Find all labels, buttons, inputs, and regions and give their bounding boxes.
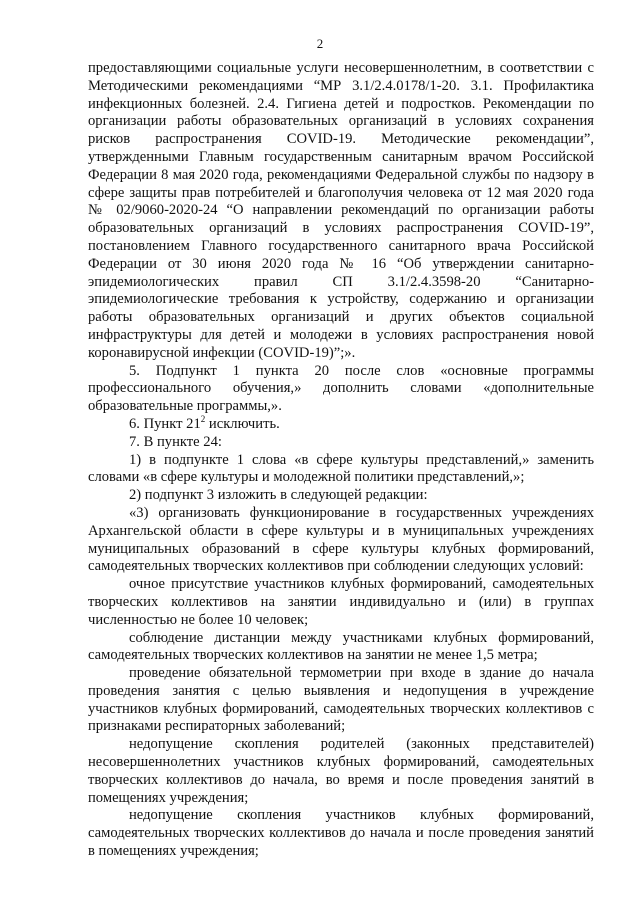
page-number: 2	[316, 36, 324, 51]
paragraph-condition-parents: недопущение скопления родителей (законных представителей) несовершеннолетних участников клубных формирований, самодеятельных творческих коллективов до начала, во время и после проведения занятий в помещениях учреждения;	[88, 736, 594, 806]
paragraph-subitem-1: 1) в подпункте 1 слова «в сфере культуры представлений,» заменить словами «в сфере культуры и молодежной политики представлений,»;	[88, 451, 594, 486]
item-6-text-end: исключить.	[205, 415, 280, 432]
paragraph-subitem-3-text: «3) организовать функционирование в государственных учреждениях Архангельской области в сфере культуры и в муниципальных учреждениях муниципальных образований в сфере культуры клубных формирований, самодеятельных творческих коллективов при соблюдении следующих условий:	[88, 504, 594, 575]
item-6-text: 6. Пункт 21	[129, 415, 201, 432]
paragraph-condition-participants: недопущение скопления участников клубных формирований, самодеятельных творческих коллективов до начала и после проведения занятий в помещениях учреждения;	[88, 807, 594, 860]
paragraph-condition-thermometry: проведение обязательной термометрии при входе в здание до начала проведения занятия с целью выявления и недопущения в учреждение участников клубных формирований, самодеятельных творческих коллективов с признаками респираторных заболеваний;	[88, 665, 594, 735]
paragraph-item-6	[88, 416, 594, 434]
document-body	[88, 60, 594, 861]
paragraph-subitem-2: 2) подпункт 3 изложить в следующей редакции:	[129, 487, 428, 504]
paragraph-condition-distance: соблюдение дистанции между участниками клубных формирований, самодеятельных творческих коллективов на занятии не менее 1,5 метра;	[88, 629, 594, 664]
paragraph-continuation: предоставляющими социальные услуги несовершеннолетним, в соответствии с Методическими рекомендациями “МР 3.1/2.4.0178/1-20. 3.1. Профилактика инфекционных болезней. 2.4. Гигиена детей и подростков. Рекомендации по организации работы образовательных организаций в условиях сохранения рисков распространения COVID-19. Методические рекомендации”, утвержденными Главным государственным санитарным врачом Российской Федерации 8 мая 2020 года, рекомендациями Федеральной службы по надзору в сфере защиты прав потребителей и благополучия человека от 12 мая 2020 года № 02/9060-2020-24 “О направлении рекомендаций по организации работы образовательных организаций в условиях распространения COVID-19”, постановлением Главного государственного санитарного врача Российской Федерации от 30 июня 2020 года № 16 “Об утверждении санитарно-эпидемиологических правил СП 3.1/2.4.3598-20 “Санитарно-эпидемиологические требования к устройству, содержанию и организации работы образовательных организаций и других объектов социальной инфраструктуры для детей и молодежи в условиях распространения новой коронавирусной инфекции (COVID-19)”;».	[88, 60, 594, 361]
paragraph-condition-attendance: очное присутствие участников клубных формирований, самодеятельных творческих коллективов на занятии индивидуально и (или) в группах численностью не более 10 человек;	[88, 576, 594, 628]
paragraph-item-7: 7. В пункте 24:	[129, 433, 222, 450]
item-6-superscript: 2	[200, 414, 206, 425]
paragraph-item-5: 5. Подпункт 1 пункта 20 после слов «основные программы профессионального обучения,» дополнить словами «дополнительные образовательные программы,».	[88, 362, 594, 415]
